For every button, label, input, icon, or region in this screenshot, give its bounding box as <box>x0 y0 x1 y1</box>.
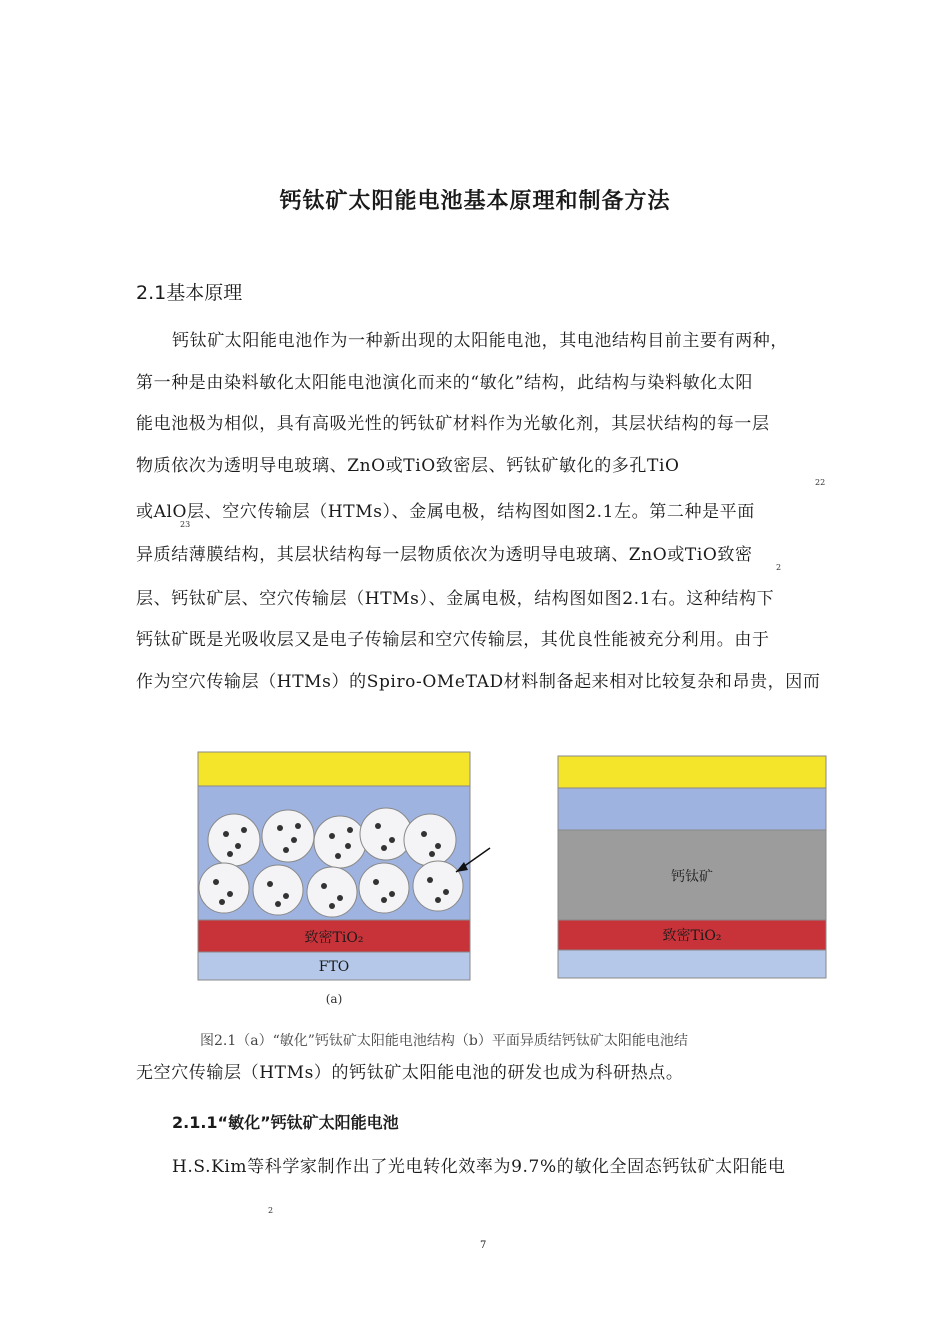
page-number: 7 <box>480 1240 487 1251</box>
paragraph-line: H.S.Kim等科学家制作出了光电转化效率为9.7%的敏化全固态钙钛矿太阳能电 <box>172 1157 786 1177</box>
sensitized-structure-diagram <box>198 752 490 1006</box>
superscript-mark: 23 <box>180 520 191 529</box>
paragraph-line: 作为空穴传输层（HTMs）的Spiro-OMeTAD材料制备起来相对比较复杂和昂贵，因而 <box>136 672 821 692</box>
paragraph-line: 层、钙钛矿层、空穴传输层（HTMs）、金属电极，结构图如图2.1右。这种结构下 <box>136 589 775 609</box>
porous-tio2-spheres <box>199 808 463 917</box>
paragraph-line: 无空穴传输层（HTMs）的钙钛矿太阳能电池的研发也成为科研热点。 <box>136 1063 684 1083</box>
subsection-heading: 2.1.1“敏化”钙钛矿太阳能电池 <box>172 1113 399 1132</box>
paragraph-line: 钙钛矿既是光吸收层又是电子传输层和空穴传输层，其优良性能被充分利用。由于 <box>136 630 770 650</box>
paragraph-line: 或AlO层、空穴传输层（HTMs）、金属电极，结构图如图2.1左。第二种是平面 <box>136 502 755 522</box>
dense-tio2-label-a: 致密TiO₂ <box>304 930 364 946</box>
superscript-mark: 22 <box>815 478 826 487</box>
perovskite-label: 钙钛矿 <box>671 869 713 885</box>
paragraph-line: 第一种是由染料敏化太阳能电池演化而来的“敏化”结构，此结构与染料敏化太阳 <box>136 373 753 393</box>
paragraph-line: 能电池极为相似，具有高吸光性的钙钛矿材料作为光敏化剂，其层状结构的每一层 <box>136 414 770 434</box>
section-heading: 2.1基本原理 <box>136 282 243 304</box>
paragraph-line: 异质结薄膜结构，其层状结构每一层物质依次为透明导电玻璃、ZnO或TiO致密 <box>136 545 753 565</box>
superscript-mark: 2 <box>776 563 782 572</box>
structure-figure <box>198 750 828 1010</box>
page-title: 钙钛矿太阳能电池基本原理和制备方法 <box>279 189 671 214</box>
paragraph-line: 物质依次为透明导电玻璃、ZnO或TiO致密层、钙钛矿敏化的多孔TiO <box>136 456 680 476</box>
panel-a-label: (a) <box>325 992 343 1006</box>
dense-tio2-label-b: 致密TiO₂ <box>662 928 722 944</box>
paragraph-line: 钙钛矿太阳能电池作为一种新出现的太阳能电池，其电池结构目前主要有两种， <box>172 331 788 351</box>
figure-caption: 图2.1（a）“敏化”钙钛矿太阳能电池结构（b）平面异质结钙钛矿太阳能电池结 <box>200 1033 688 1049</box>
footnote-mark: 2 <box>268 1206 274 1215</box>
planar-structure-diagram <box>558 756 826 978</box>
fto-label: FTO <box>318 959 350 975</box>
